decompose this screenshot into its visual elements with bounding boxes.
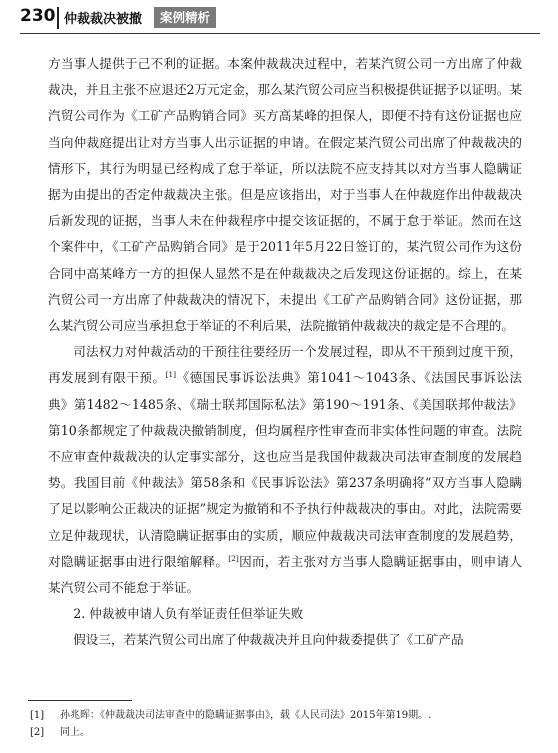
paragraph: 方当事人提供于己不利的证据。本案仲裁裁决过程中，若某汽贸公司一方出席了仲裁裁决，并且主张不应退还2万元定金，那么某汽贸公司应当积极提供证据予以证明。某汽贸公司作为《工矿产品购销合同》买方高某峰的担保人，即便不持有这份证据也应当向仲裁庭提出让对方当事人出示证据的申请。在假定某汽贸公司出席了仲裁裁决的情形下，其行为明显已经构成了怠于举证，所以法院不应支持其以对方当事人隐瞒证据为由提出的否定仲裁裁决主张。但是应该指出，对于当事人在仲裁庭作出仲裁裁决后新发现的证据，当事人未在仲裁程序中提交该证据的，不属于怠于举证。然而在这个案件中，《工矿产品购销合同》是于2011年5月22日签订的，某汽贸公司作为这份合同中高某峰方一方的担保人显然不是在仲裁裁决之后发现这份证据的。综上，在某汽贸公司一方出席了仲裁裁决的情况下，未提出《工矿产品购销合同》这份证据，那么某汽贸公司应当承担怠于举证的不利后果，法院撤销仲裁裁决的裁定是不合理的。: [48, 56, 522, 334]
footnote-divider: [28, 700, 132, 701]
paragraph-text: 《德国民事诉讼法典》第1041～1043条、《法国民事诉讼法典》第1482～1485条、《瑞士联邦国际私法》第190～191条、《美国联邦仲裁法》第10条都规定了仲裁裁决撤销制度，但均属程序性审查而非实体性问题的审查。法院不应审查仲裁裁决的认定事实部分，这也应当是我国仲裁裁决司法审查制度的发展趋势。我国目前《仲裁法》第58条和《民事诉讼法》第237条明确将“双方当事人隐瞒了足以影响公正裁决的证据”规定为撤销和不予执行仲裁裁决的事由。对此，法院需要立足仲裁现状，认清隐瞒证据事由的实质，顺应仲裁裁决司法审查制度的发展趋势，对隐瞒证据事由进行限缩解释。: [48, 370, 522, 569]
paragraph-text: 司法权力对仲裁活动的干预往往要经历一个发展过程，即从不干预到过度干预，再发展到有限干预。: [48, 344, 522, 386]
section-badge: 案例精析: [154, 7, 216, 28]
paragraph: 假设三，若某汽贸公司出席了仲裁裁决并且向仲裁委提供了《工矿产品: [73, 632, 464, 648]
paragraph-text: 因而，若主张对方当事人隐瞒证据事由，则申请人某汽贸公司不能怠于举证。: [48, 553, 523, 596]
footnote: [30, 724, 530, 741]
footnote-ref: [1]: [165, 370, 177, 380]
main-text: [48, 51, 522, 654]
section-subheading: 2. 仲裁被申请人负有举证责任但举证失败: [73, 606, 304, 622]
footnote-mark: [2]: [30, 727, 45, 738]
footnotes: [30, 707, 530, 741]
footnote-text: 同上。: [60, 727, 90, 738]
page-header: [20, 4, 540, 34]
paragraph: [48, 339, 522, 601]
book-title: 仲裁裁决被撤: [64, 12, 143, 27]
page-number: 230: [20, 6, 56, 26]
footnote-mark: [1]: [30, 710, 45, 721]
footnote-text: 孙兆晖：《仲裁裁决司法审查中的隐瞒证据事由》，载《人民司法》2015年第19期。.: [60, 710, 432, 721]
footnote: [30, 707, 530, 724]
footnote-ref: [2]: [228, 553, 239, 563]
header-divider: [57, 7, 59, 29]
